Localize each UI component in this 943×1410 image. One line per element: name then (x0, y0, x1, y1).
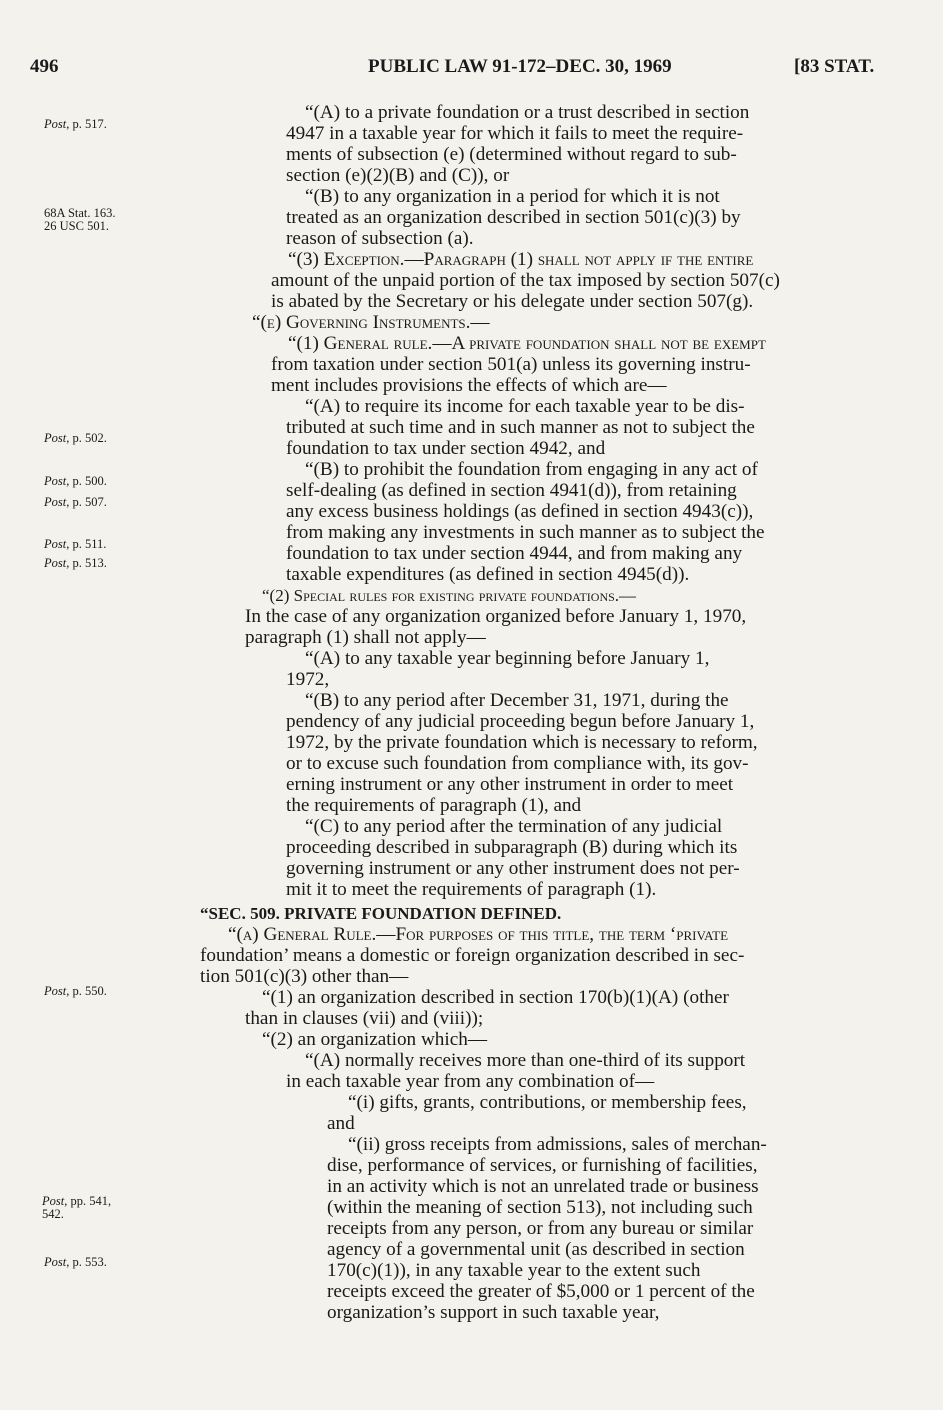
text-line: any excess business holdings (as defined in section 4943(c)), (286, 501, 754, 522)
margin-note: Post, p. 550. (44, 984, 107, 998)
margin-note: Post, p. 507. (44, 495, 107, 509)
text-line: dise, performance of services, or furnishing of facilities, (327, 1155, 758, 1176)
text-line: “(B) to any organization in a period for which it is not (305, 186, 720, 207)
text-line: “(2) Special rules for existing private foundations.— (262, 586, 637, 605)
text-line: from taxation under section 501(a) unless its governing instru- (271, 354, 751, 375)
text-line: section (e)(2)(B) and (C)), or (286, 165, 510, 186)
text-line: the requirements of paragraph (1), and (286, 795, 582, 816)
text-line: “(3) Exception.—Paragraph (1) shall not apply if the entire (288, 249, 754, 270)
text-line: “(A) to a private foundation or a trust described in section (305, 102, 750, 123)
text-line: foundation’ means a domestic or foreign organization described in sec- (200, 945, 745, 966)
margin-note: Post, p. 553. (44, 1255, 107, 1269)
text-line: “(ii) gross receipts from admissions, sales of merchan- (348, 1134, 767, 1155)
text-line: “(C) to any period after the termination of any judicial (305, 816, 723, 837)
text-line: tributed at such time and in such manner as not to subject the (286, 417, 755, 438)
text-line: paragraph (1) shall not apply— (245, 627, 486, 648)
margin-note: 68A Stat. 163. 26 USC 501. (44, 206, 116, 233)
text-line: and (327, 1113, 355, 1134)
text-line: “(2) an organization which— (262, 1029, 488, 1050)
text-line: “(1) an organization described in section 170(b)(1)(A) (other (262, 987, 729, 1008)
text-line: pendency of any judicial proceeding begun before January 1, (286, 711, 755, 732)
text-line: in an activity which is not an unrelated trade or business (327, 1176, 759, 1197)
margin-note: Post, p. 500. (44, 474, 107, 488)
text-line: foundation to tax under section 4944, and from making any (286, 543, 743, 564)
statute-reference: [83 STAT. (794, 56, 875, 77)
text-line: or to excuse such foundation from compliance with, its gov- (286, 753, 749, 774)
text-line: “(A) normally receives more than one-third of its support (305, 1050, 746, 1071)
margin-note: Post, pp. 541, 542. (42, 1194, 112, 1221)
text-line: in each taxable year from any combination of— (286, 1071, 655, 1092)
text-line: “(B) to prohibit the foundation from engaging in any act of (305, 459, 758, 480)
text-line: is abated by the Secretary or his delegate under section 507(g). (271, 291, 754, 312)
section-heading: “SEC. 509. PRIVATE FOUNDATION DEFINED. (200, 904, 562, 923)
text-line: erning instrument or any other instrument in order to meet (286, 774, 734, 795)
text-line: ments of subsection (e) (determined without regard to sub- (286, 144, 737, 165)
text-line: mit it to meet the requirements of paragraph (1). (286, 879, 657, 900)
text-line: proceeding described in subparagraph (B) during which its (286, 837, 738, 858)
text-line: reason of subsection (a). (286, 228, 474, 249)
text-line: “(a) General Rule.—For purposes of this title, the term ‘private (228, 924, 729, 945)
margin-note: Post, p. 502. (44, 431, 107, 445)
text-line: “(i) gifts, grants, contributions, or membership fees, (348, 1092, 747, 1113)
page-header (30, 56, 910, 86)
text-line: foundation to tax under section 4942, and (286, 438, 606, 459)
text-line: (within the meaning of section 513), not including such (327, 1197, 753, 1218)
text-line: 170(c)(1)), in any taxable year to the extent such (327, 1260, 701, 1281)
text-line: treated as an organization described in section 501(c)(3) by (286, 207, 741, 228)
text-line: 1972, (286, 669, 330, 690)
text-line: self-dealing (as defined in section 4941(d)), from retaining (286, 480, 737, 501)
text-line: agency of a governmental unit (as described in section (327, 1239, 745, 1260)
text-line: organization’s support in such taxable year, (327, 1302, 660, 1323)
text-line: 4947 in a taxable year for which it fails to meet the require- (286, 123, 744, 144)
text-line: “(B) to any period after December 31, 1971, during the (305, 690, 729, 711)
text-line: “(A) to any taxable year beginning before January 1, (305, 648, 710, 669)
running-title: PUBLIC LAW 91-172–DEC. 30, 1969 (368, 56, 672, 77)
page-number: 496 (30, 56, 59, 77)
text-line: governing instrument or any other instrument does not per- (286, 858, 740, 879)
text-line: In the case of any organization organized before January 1, 1970, (245, 606, 747, 627)
text-line: tion 501(c)(3) other than— (200, 966, 409, 987)
margin-note: Post, p. 517. (44, 117, 107, 131)
text-line: receipts exceed the greater of $5,000 or 1 percent of the (327, 1281, 755, 1302)
text-line: receipts from any person, or from any bureau or similar (327, 1218, 754, 1239)
text-line: from making any investments in such manner as to subject the (286, 522, 765, 543)
text-line: “(1) General rule.—A private foundation shall not be exempt (288, 333, 766, 354)
text-line: taxable expenditures (as defined in section 4945(d)). (286, 564, 690, 585)
text-line: than in clauses (vii) and (viii)); (245, 1008, 484, 1029)
section-subheading: “(e) Governing Instruments.— (252, 312, 490, 333)
margin-note: Post, p. 513. (44, 556, 107, 570)
text-line: ment includes provisions the effects of which are— (271, 375, 667, 396)
margin-note: Post, p. 511. (44, 537, 107, 551)
text-line: “(A) to require its income for each taxable year to be dis- (305, 396, 745, 417)
text-line: amount of the unpaid portion of the tax imposed by section 507(c) (271, 270, 780, 291)
text-line: 1972, by the private foundation which is necessary to reform, (286, 732, 758, 753)
